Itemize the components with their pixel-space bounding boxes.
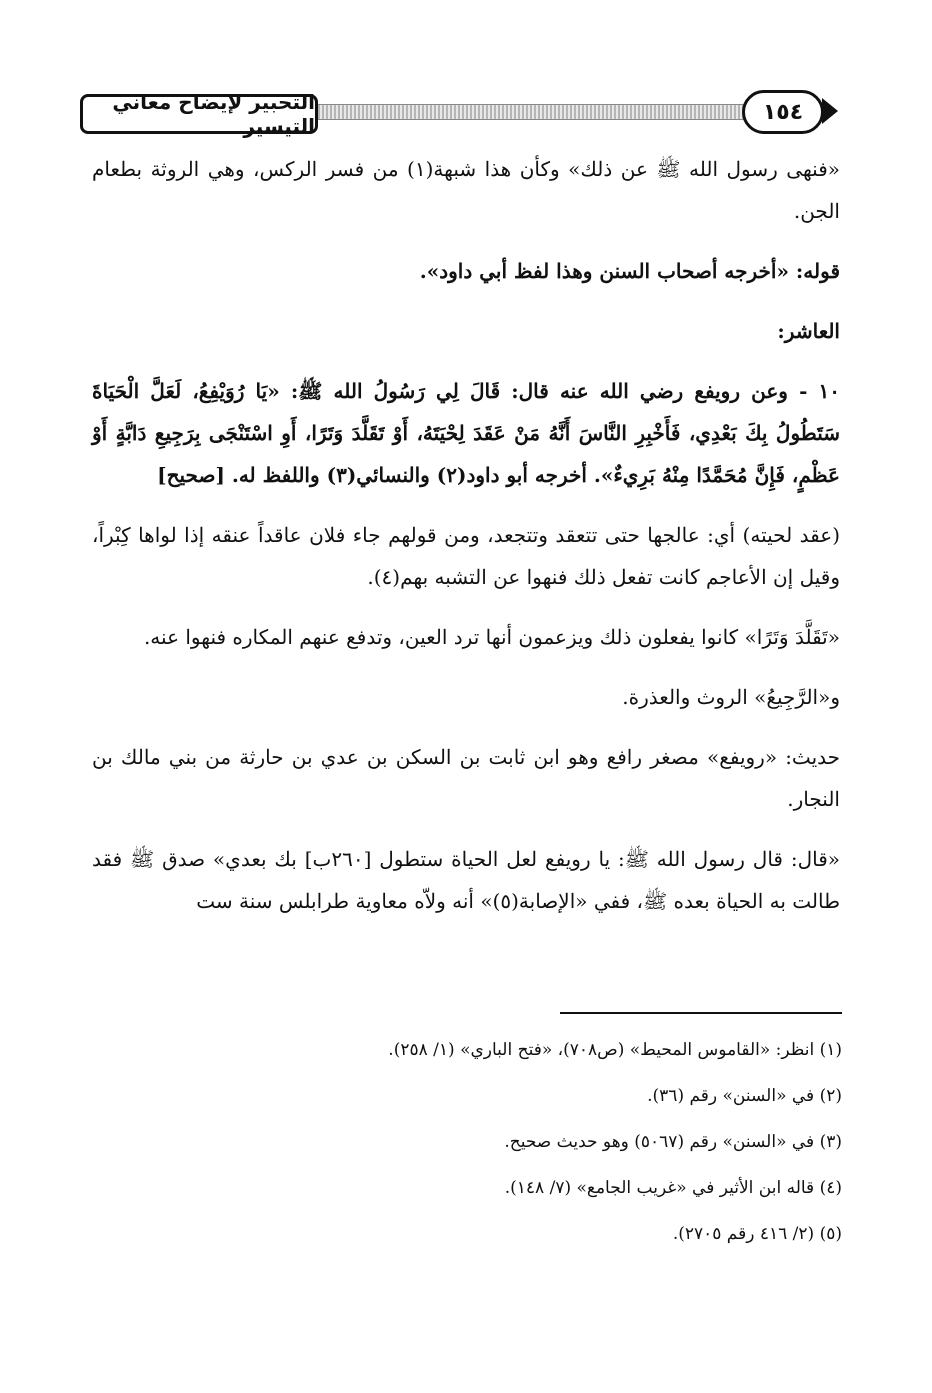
- book-title: التحبير لإيضاح معاني التيسير: [80, 94, 318, 134]
- footnote: (٥) (٢/ ٤١٦ رقم ٢٧٠٥).: [672, 1224, 842, 1244]
- header-rule: [310, 104, 780, 120]
- footnote: (٤) قاله ابن الأثير في «غريب الجامع» (٧/ ١٤٨).: [504, 1178, 842, 1198]
- footnotes: [92, 1038, 842, 1268]
- footnote: (٢) في «السنن» رقم (٣٦).: [647, 1086, 842, 1106]
- running-header: [80, 90, 840, 138]
- paragraph: حديث: «رويفع» مصغر رافع وهو ابن ثابت بن السكن بن عدي بن حارثة من بني مالك بن النجار.: [92, 745, 840, 811]
- paragraph: (عقد لحيته) أي: عالجها حتى تتعقد وتتجعد، ومن قولهم جاء فلان عاقداً عنقه إذا لواها كِبْراً، وقيل إن الأعاجم كانت تفعل ذلك فنهوا عن التشبه بهم(٤).: [92, 523, 840, 589]
- hadith-text: ١٠ - وعن رويفع رضي الله عنه قال: قَالَ لِي رَسُولُ الله ﷺ: «يَا رُوَيْفِعُ، لَعَلَّ الْحَيَاةَ سَتَطُولُ بِكَ بَعْدِي، فَأَخْبِرِ النَّاسَ أَنَّهُ مَنْ عَقَدَ لِحْيَتَهُ، أَوْ تَقَلَّدَ وَتَرًا، أَوِ اسْتَنْجَى بِرَجِيعِ دَابَّةٍ أَوْ عَظْمٍ، فَإِنَّ مُحَمَّدًا مِنْهُ بَرِيءٌ». أخرجه أبو داود(٢) والنسائي(٣) واللفظ له. [صحيح]: [92, 379, 840, 487]
- paragraph: قوله: «أخرجه أصحاب السنن وهذا لفظ أبي داود».: [419, 259, 840, 283]
- paragraph: و«الرَّجِيعُ» الروث والعذرة.: [622, 685, 840, 709]
- page-number: ١٥٤: [742, 90, 824, 134]
- paragraph: «تَقَلَّدَ وَتَرًا» كانوا يفعلون ذلك ويزعمون أنها ترد العين، وتدفع عنهم المكاره فنهوا عنه.: [143, 625, 840, 649]
- section-heading: العاشر:: [777, 319, 840, 343]
- footnote-separator: [560, 1012, 842, 1014]
- footnote: (١) انظر: «القاموس المحيط» (ص٧٠٨)، «فتح الباري» (١/ ٢٥٨).: [388, 1040, 842, 1060]
- footnote: (٣) في «السنن» رقم (٥٠٦٧) وهو حديث صحيح.: [504, 1132, 842, 1152]
- page-arrow-icon: [822, 98, 838, 124]
- paragraph: «قال: قال رسول الله ﷺ: يا رويفع لعل الحياة ستطول [٢٦٠ب] بك بعدي» صدق ﷺ فقد طالت به الحياة بعده ﷺ، ففي «الإصابة(٥)» أنه ولاّه معاوية طرابلس سنة ست: [92, 847, 841, 913]
- main-text: [92, 148, 840, 940]
- paragraph: «فنهى رسول الله ﷺ عن ذلك» وكأن هذا شبهة(١) من فسر الركس، وهي الروثة بطعام الجن.: [92, 157, 840, 223]
